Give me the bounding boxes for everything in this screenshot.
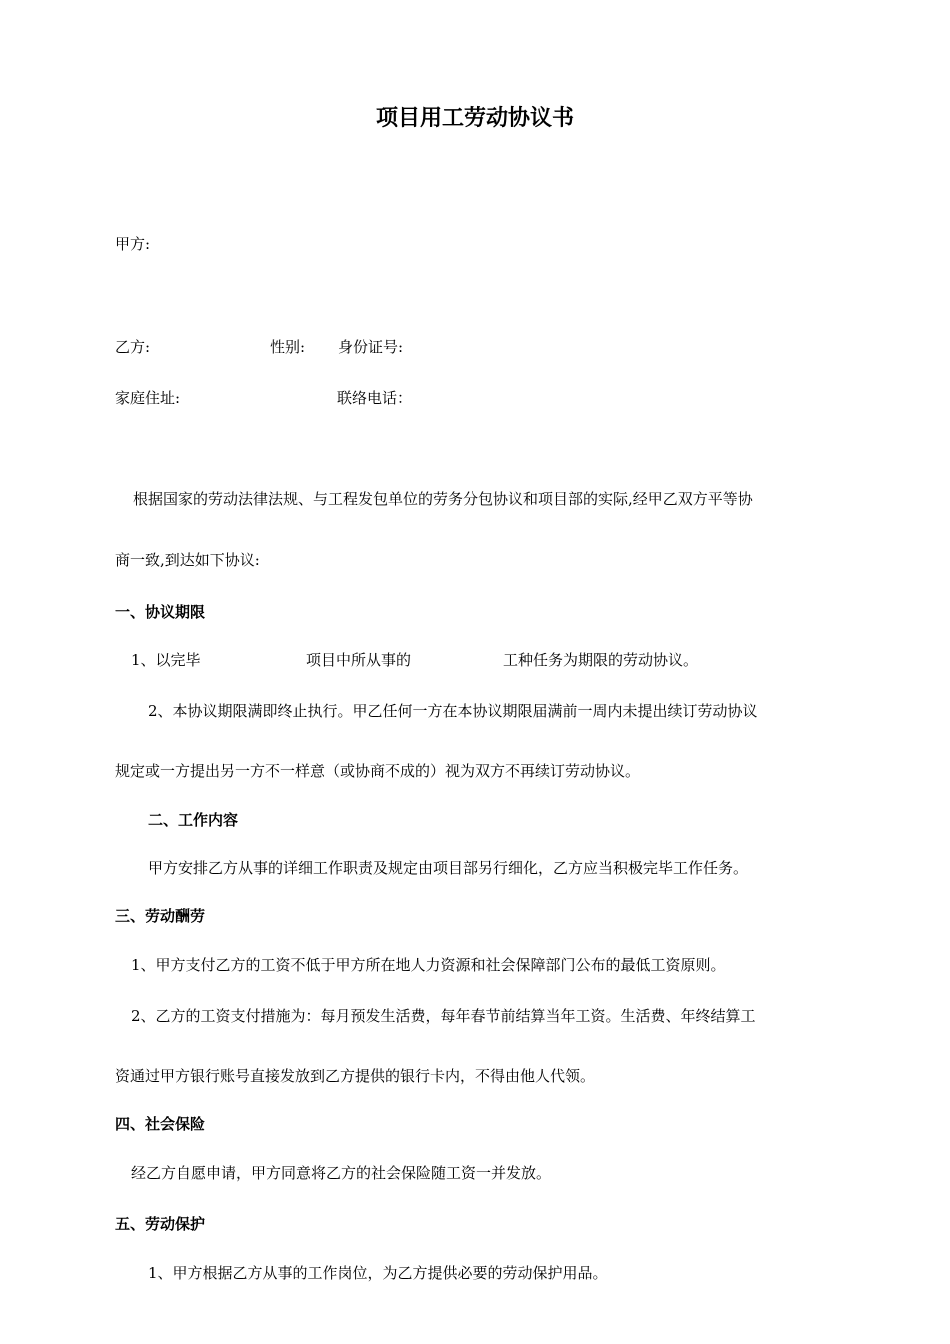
section-1-item-1-part-3: 工种任务为期限的劳动协议。	[503, 651, 699, 669]
section-3-item-1: 1、甲方支付乙方的工资不低于甲方所在地人力资源和社会保障部门公布的最低工资原则。	[131, 956, 726, 974]
section-4-text: 经乙方自愿申请，甲方同意将乙方的社会保险随工资一并发放。	[131, 1164, 552, 1182]
section-5-heading: 五、劳动保护	[115, 1215, 206, 1233]
section-2-heading: 二、工作内容	[148, 811, 239, 829]
section-1-item-2-line-2: 规定或一方提出另一方不一样意（或协商不成的）视为双方不再续订劳动协议。	[115, 762, 641, 780]
section-1-item-1-part-1: 1、以完毕	[131, 651, 201, 669]
section-3-item-2-line-2: 资通过甲方银行账号直接发放到乙方提供的银行卡内，不得由他人代领。	[115, 1067, 596, 1085]
section-3-heading: 三、劳动酬劳	[115, 907, 206, 925]
section-1-heading: 一、协议期限	[115, 603, 206, 621]
party-a-label: 甲方:	[115, 235, 151, 253]
section-5-item-1: 1、甲方根据乙方从事的工作岗位，为乙方提供必要的劳动保护用品。	[148, 1264, 608, 1282]
section-1-item-1-part-2: 项目中所从事的	[306, 651, 412, 669]
document-title: 项目用工劳动协议书	[375, 105, 574, 131]
section-4-heading: 四、社会保险	[115, 1115, 206, 1133]
intro-line-2: 商一致,到达如下协议:	[115, 551, 260, 569]
section-1-item-2-line-1: 2、本协议期限满即终止执行。甲乙任何一方在本协议期限届满前一周内未提出续订劳动协议	[148, 702, 758, 720]
section-2-text: 甲方安排乙方从事的详细工作职责及规定由项目部另行细化，乙方应当积极完毕工作任务。	[148, 859, 749, 877]
home-address-label: 家庭住址:	[115, 389, 181, 407]
gender-label: 性别:	[270, 338, 306, 356]
section-3-item-2-line-1: 2、乙方的工资支付措施为：每月预发生活费，每年春节前结算当年工资。生活费、年终结算工	[131, 1007, 756, 1025]
intro-line-1: 根据国家的劳动法律法规、与工程发包单位的劳务分包协议和项目部的实际,经甲乙双方平等协	[133, 490, 753, 508]
party-b-label: 乙方:	[115, 338, 151, 356]
phone-label: 联络电话：	[337, 389, 413, 407]
id-number-label: 身份证号:	[338, 338, 404, 356]
